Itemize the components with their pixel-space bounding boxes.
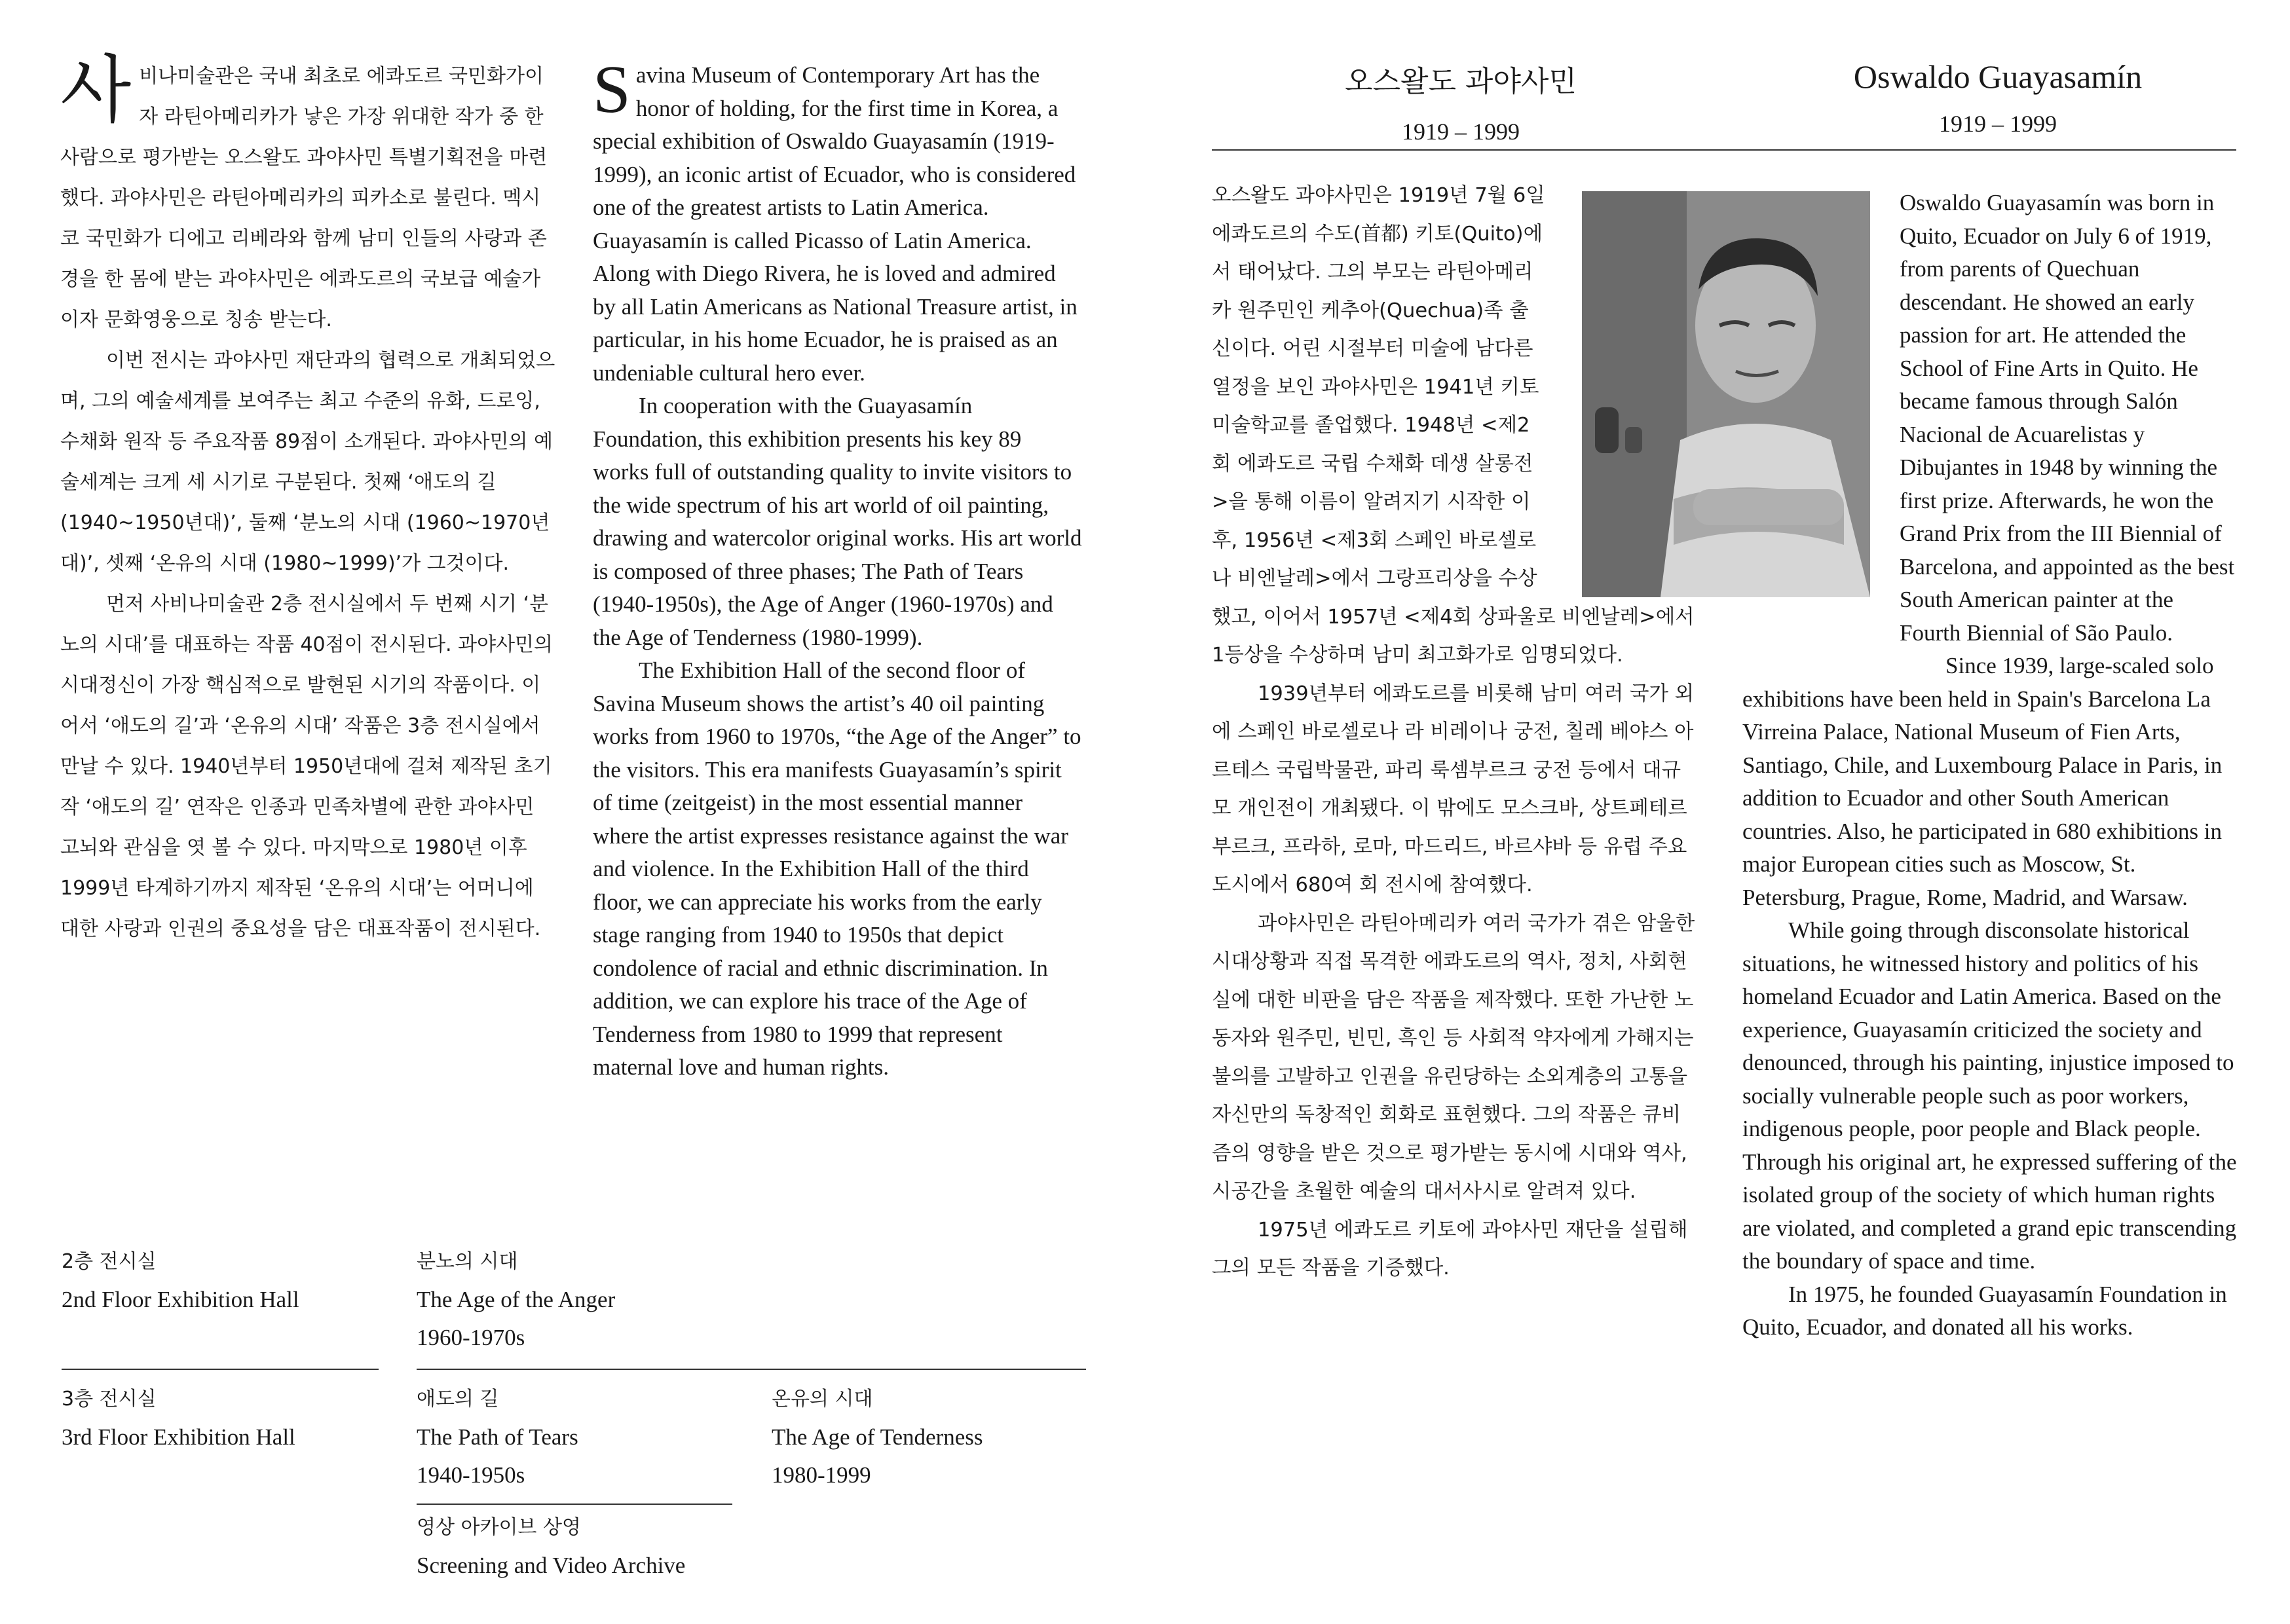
tenderness-section: 온유의 시대 The Age of Tenderness 1980-1999 [772,1388,983,1488]
portrait-float-spacer-ko [1546,177,1697,596]
korean-bio-paragraph-2: 1939년부터 에콰도르를 비롯해 남미 여러 국가 외에 스페인 바로셀로나 라 비레이나 궁전, 칠레 베야스 아르테스 국립박물관, 파리 룩셈부르크 궁전 등에서 대규모 개인전이 개최됐다. 이 밖에도 모스크바, 상트페테르부르크, 프라하, 로마, 마드리드, 바르샤바 등 유럽 주요도시에서 680여 회 전시에 참여했다. [1212,682,1695,896]
tears-divider [417,1504,732,1505]
artist-name-english: Oswaldo Guayasamín [1853,58,2143,95]
english-intro-paragraph-2: In cooperation with the Guayasamín Foundation, this exhibition presents his key 89 works full of outstanding quality to invite visitors to the wide spectrum of his art world of oil painting, drawing and watercolor original works. His art world is composed of three phases; The Path of Tears (1940-1950s), the Age of Anger (1960-1970s) and the Age of Tenderness (1980-1999). [593,393,1082,650]
english-bio-paragraph-3: While going through disconsolate historical situations, he witnessed history and politics of his homeland Ecuador and Latin America. Based on the experience, Guayasamín criticized the society and denounced, through his painting, injustice imposed to socially vulnerable people such as poor workers, indigenous people, poor people and Black people. Through his original art, he expressed suffering of the isolated group of the society of which human rights are violated, and completed a grand epic transcending the boundary of space and time. [1742,917,2237,1274]
anger-section: 분노의 시대 The Age of the Anger 1960-1970s [417,1250,616,1350]
korean-bio-paragraph-4: 1975년 에콰도르 키토에 과야사민 재단을 설립해 그의 모든 작품을 기증했다. [1212,1218,1688,1280]
english-bio-paragraph-1: Oswaldo Guayasamín was born in Quito, Ecuador on July 6 of 1919, from parents of Quechuan descendant. He showed an early passion for art. He attended the School of Fine Arts in Quito. He became famous through Salón Nacional de Acuarelistas y Dibujantes in 1948 by winning the first prize. Afterwards, he won the Grand Prix from the III Biennial of Barcelona, and appointed as the best South American painter at the Fourth Biennial of São Paulo. [1900,190,2235,646]
english-bio-column [1742,187,2238,1344]
english-drop-cap: S [593,52,631,127]
korean-bio-column [1212,177,1697,1288]
floor2-label: 2층 전시실 2nd Floor Exhibition Hall [62,1250,299,1312]
artist-name-korean: 오스왈도 과야사민 [1344,65,1577,98]
english-intro-column [593,52,1083,1084]
title-english-block [1742,58,2253,138]
artist-years-english: 1919 – 1999 [1939,111,2057,137]
tears-section: 애도의 길 The Path of Tears 1940-1950s [417,1388,578,1488]
english-intro-paragraph-3: The Exhibition Hall of the second floor of Savina Museum shows the artist’s 40 oil painting works from 1960 to 1970s, “the Age of the Anger” to the visitors. This era manifests Guayasamín’s spirit of time (zeitgeist) in the most essential manner where the artist expresses resistance against the war and violence. In the Exhibition Hall of the third floor, we can appreciate his works from the early stage ranging from 1940 to 1950s that depict condolence of racial and ethnic discrimination. In addition, we can explore his trace of the Age of Tenderness from 1980 to 1999 that represent maternal love and human rights. [593,657,1081,1080]
title-korean-block [1212,58,1710,145]
english-intro-paragraph-1: Savina Museum of Contemporary Art has the honor of holding, for the first time in Korea, a special exhibition of Oswaldo Guayasamín (1919-1999), an iconic artist of Ecuador, who is considered one of the greatest artists to Latin America. Guayasamín is called Picasso of Latin America. Along with Diego Rivera, he is loved and admired by all Latin Americans as National Treasure artist, in particular, in his home Ecuador, he is praised as an undeniable cultural hero ever. [593,52,1078,386]
korean-drop-cap: 사 [60,48,132,133]
archive-section: 영상 아카이브 상영 Screening and Video Archive [417,1516,686,1578]
korean-intro-paragraph-2: 이번 전시는 과야사민 재단과의 협력으로 개최되었으며, 그의 예술세계를 보여주는 최고 수준의 유화, 드로잉, 수채화 원작 등 주요작품 89점이 소개된다. 과야사민의 예술세계는 크게 세 시기로 구분된다. 첫째 ‘애도의 길 (1940~1950년대)’, 둘째 ‘분노의 시대 (1960~1970년대)’, 셋째 ‘온유의 시대 (1980~1999)’가 그것이다. [60,349,555,575]
korean-intro-paragraph-1: 사비나미술관은 국내 최초로 에콰도르 국민화가이자 라틴아메리카가 낳은 가장 위대한 작가 중 한 사람으로 평가받는 오스왈도 과야사민 특별기획전을 마련했다. 과야사민은 라틴아메리카의 피카소로 불린다. 멕시코 국민화가 디에고 리베라와 함께 남미 인들의 사랑과 존경을 한 몸에 받는 과야사민은 에콰도르의 국보급 예술가이자 문화영웅으로 칭송 받는다. [60,48,548,331]
anger-divider [417,1369,1086,1370]
portrait-float-spacer [1742,187,1900,658]
korean-bio-paragraph-1: 오스왈도 과야사민은 1919년 7월 6일 에콰도르의 수도(首都) 키토(Quito)에서 태어났다. 그의 부모는 라틴아메리카 원주민인 케추아(Quechua)족 출신이다. 어린 시절부터 미술에 남다른 열정을 보인 과야사민은 1941년 키토미술학교를 졸업했다. 1948년 <제2회 에콰도르 국립 수채화 데생 살롱전>을 통해 이름이 알려지기 시작한 이후, 1956년 <제3회 스페인 바로셀로나 비엔날레>에서 그랑프리상을 수상했고, 이어서 1957년 <제4회 상파울로 비엔날레>에서 1등상을 수상하며 남미 최고화가로 임명되었다. [1212,184,1695,667]
floor2-divider [62,1369,379,1370]
artist-years-korean: 1919 – 1999 [1402,119,1520,145]
floor3-label: 3층 전시실 3rd Floor Exhibition Hall [62,1388,295,1450]
korean-intro-paragraph-3: 먼저 사비나미술관 2층 전시실에서 두 번째 시기 ‘분노의 시대’를 대표하는 작품 40점이 전시된다. 과야사민의 시대정신이 가장 핵심적으로 발현된 시기의 작품이다. 이어서 ‘애도의 길’과 ‘온유의 시대’ 작품은 3층 전시실에서 만날 수 있다. 1940년부터 1950년대에 걸쳐 제작된 초기작 ‘애도의 길’ 연작은 인종과 민족차별에 관한 과야사민 고뇌와 관심을 엿 볼 수 있다. 마지막으로 1980년 이후 1999년 타계하기까지 제작된 ‘온유의 시대’는 어머니에 대한 사랑과 인권의 중요성을 담은 대표작품이 전시된다. [60,593,554,940]
korean-intro-column [60,48,558,950]
english-bio-paragraph-4: In 1975, he founded Guayasamín Foundation in Quito, Ecuador, and donated all his works. [1742,1281,2227,1340]
english-bio-paragraph-2: Since 1939, large-scaled solo exhibitions have been held in Spain's Barcelona La Virreina Palace, National Museum of Fien Arts, Santiago, Chile, and Luxembourg Palace in Paris, in addition to Ecuador and other South American countries. Also, he participated in 680 exhibitions in major European cities such as Moscow, St. Petersburg, Prague, Rome, Madrid, and Warsaw. [1742,653,2223,910]
title-divider [1212,149,2236,151]
korean-bio-paragraph-3: 과야사민은 라틴아메리카 여러 국가가 겪은 암울한 시대상황과 직접 목격한 에콰도르의 역사, 정치, 사회현실에 대한 비판을 담은 작품을 제작했다. 또한 가난한 노동자와 원주민, 빈민, 흑인 등 사회적 약자에게 가해지는 불의를 고발하고 인권을 유린당하는 소외계층의 고통을 자신만의 독창적인 회화로 표현했다. 그의 작품은 큐비즘의 영향을 받은 것으로 평가받는 동시에 시대와 역사, 시공간을 초월한 예술의 대서사시로 알려져 있다. [1212,912,1695,1203]
